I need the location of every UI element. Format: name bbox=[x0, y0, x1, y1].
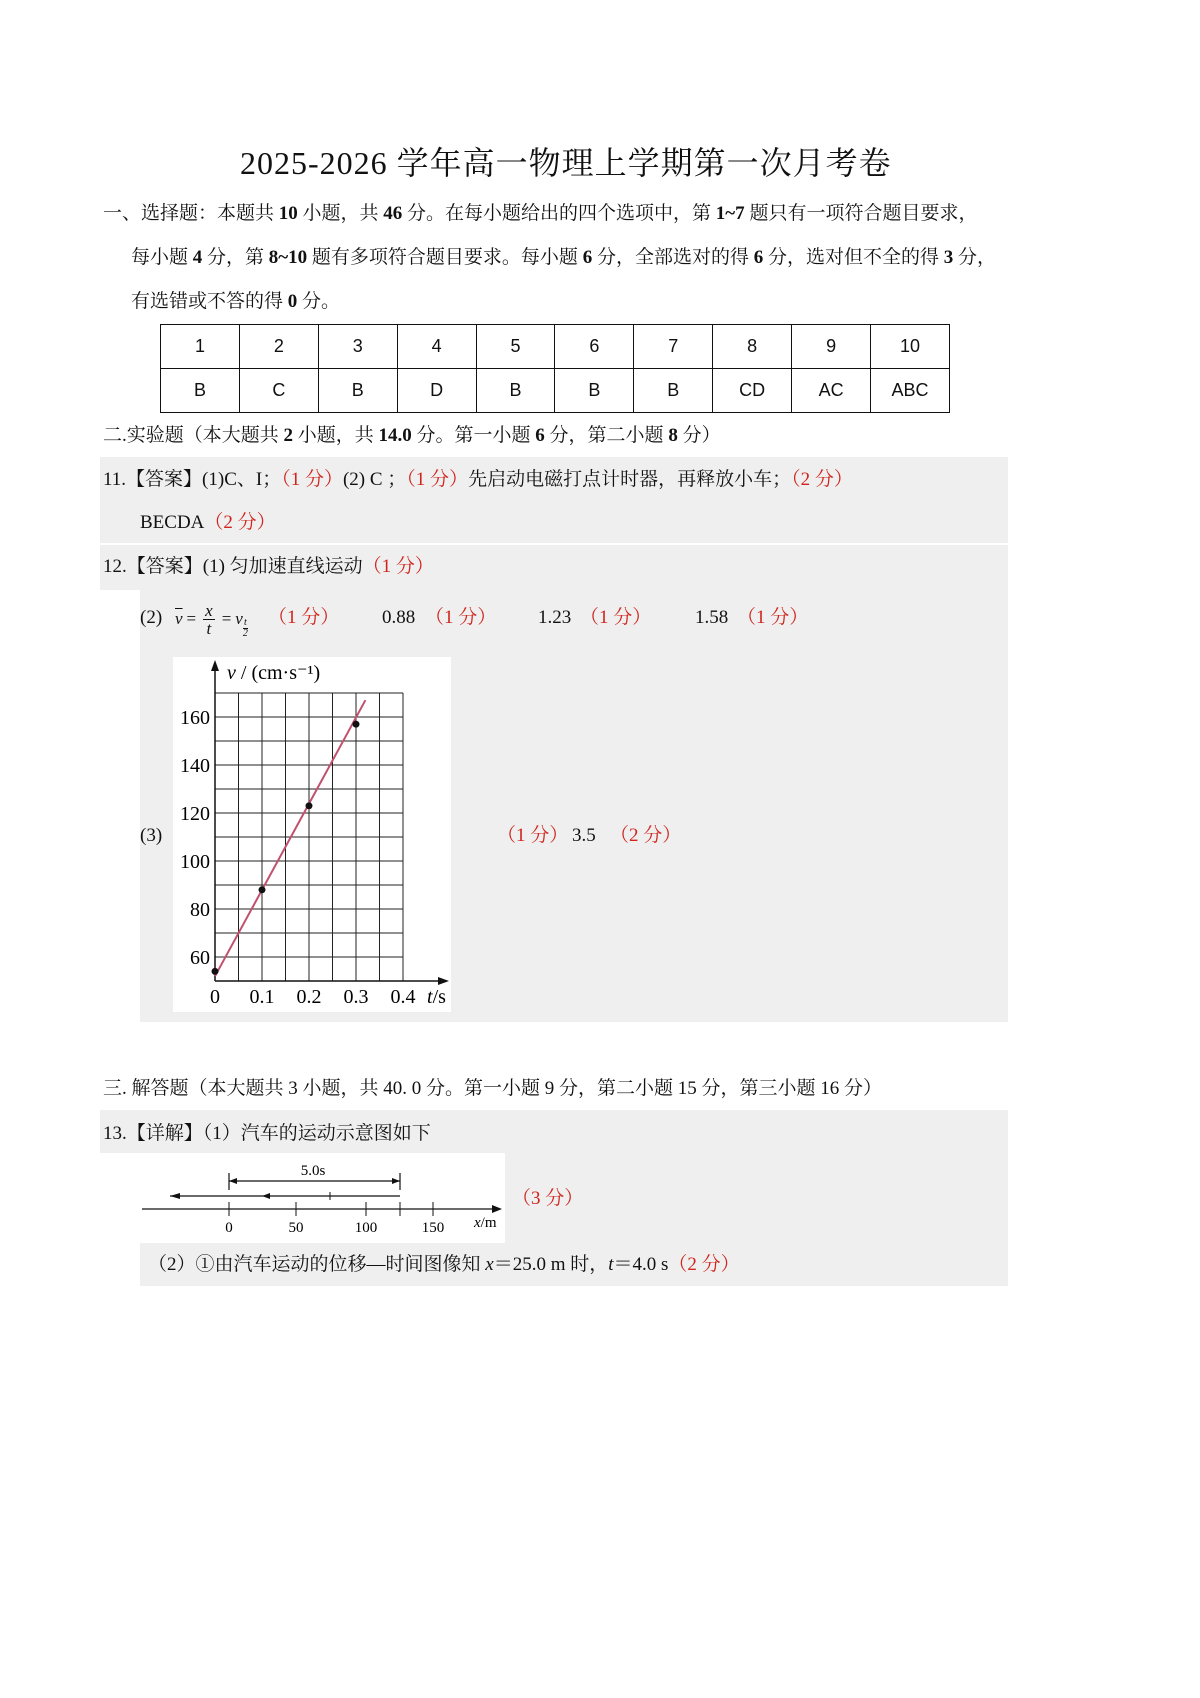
text-run: 0 bbox=[287, 291, 298, 312]
answer-cell: CD bbox=[713, 369, 792, 413]
text-run: (2) C ； bbox=[342, 469, 407, 490]
formula-equals: = bbox=[186, 609, 197, 628]
q12-part3-value: 3.5 bbox=[572, 825, 596, 846]
text-run: 分。 bbox=[297, 291, 341, 312]
x-tick-label: 0.3 bbox=[343, 986, 369, 1008]
text-run: 小题，共 bbox=[297, 203, 384, 224]
velocity-time-chart bbox=[173, 657, 451, 1012]
q12-part3-score-2: （2 分） bbox=[610, 825, 682, 846]
text-run: 13.【详解】（1）汽车的运动示意图如下 bbox=[103, 1123, 431, 1144]
question-number-cell: 10 bbox=[871, 325, 950, 369]
text-run: 小题，共 bbox=[293, 425, 379, 446]
interval-arrow-left bbox=[229, 1178, 237, 1184]
y-tick-label: 80 bbox=[190, 899, 210, 921]
score-text: （1 分） bbox=[281, 469, 343, 490]
text-run: 8~10 bbox=[268, 247, 308, 268]
q12-part2-label: (2) bbox=[140, 607, 163, 628]
motion-arrowhead bbox=[170, 1193, 180, 1199]
q13-answer-line1 bbox=[103, 1122, 431, 1146]
text-run: 先启动电磁打点计时器，再释放小车； bbox=[468, 469, 792, 490]
question-number-cell: 7 bbox=[634, 325, 713, 369]
x-tick-label: 0 bbox=[210, 986, 220, 1008]
text-run: 12.【答案】(1) 匀加速直线运动 bbox=[103, 556, 363, 577]
formula-fraction bbox=[203, 602, 215, 637]
q12-value-2-score: （1 分） bbox=[580, 607, 652, 628]
answer-cell: B bbox=[476, 369, 555, 413]
text-run: 6 bbox=[753, 247, 764, 268]
question-number-cell: 3 bbox=[318, 325, 397, 369]
question-number-cell: 6 bbox=[555, 325, 634, 369]
text-run: 分，第 bbox=[202, 247, 269, 268]
data-point bbox=[212, 968, 219, 975]
answer-table bbox=[160, 324, 950, 413]
text-run: 有选错或不答的得 bbox=[131, 291, 288, 312]
number-line-arrowhead bbox=[492, 1205, 502, 1213]
interval-label: 5.0s bbox=[300, 1163, 326, 1179]
answer-cell: D bbox=[397, 369, 476, 413]
number-line-label: 150 bbox=[421, 1220, 445, 1236]
y-tick-label: 60 bbox=[190, 947, 210, 969]
section2-heading bbox=[103, 424, 721, 448]
answer-cell: B bbox=[161, 369, 240, 413]
question-number-cell: 4 bbox=[397, 325, 476, 369]
data-point bbox=[306, 802, 313, 809]
axis-unit: /m bbox=[480, 1215, 497, 1231]
answer-cell: ABC bbox=[871, 369, 950, 413]
text-run: ＝4.0 s bbox=[613, 1254, 669, 1275]
formula-subscript-numerator: t bbox=[243, 616, 247, 628]
answer-table-answer-row bbox=[161, 369, 950, 413]
answer-cell: C bbox=[239, 369, 318, 413]
average-velocity-formula bbox=[175, 596, 248, 642]
text-run: 每小题 bbox=[131, 247, 193, 268]
y-tick-label: 100 bbox=[180, 851, 210, 873]
data-point bbox=[259, 886, 266, 893]
page-title: 2025-2026 学年高一物理上学期第一次月考卷 bbox=[240, 145, 892, 181]
q12-part2-score: （1 分） bbox=[268, 607, 340, 628]
data-point bbox=[353, 721, 360, 728]
score-text: （1 分） bbox=[406, 469, 469, 490]
text-run: x bbox=[485, 1254, 494, 1275]
text-run: 11.【答案】(1)C、I； bbox=[103, 469, 282, 490]
motion-diagram bbox=[140, 1163, 505, 1240]
text-run: 14.0 bbox=[378, 425, 412, 446]
q12-value-3: 1.58 bbox=[695, 607, 729, 628]
question-number-cell: 2 bbox=[239, 325, 318, 369]
text-run: 三. 解答题（本大题共 3 小题，共 40. 0 分。第一小题 9 分，第二小题 15 分，第三小题 16 分） bbox=[103, 1078, 883, 1099]
answer-cell: B bbox=[634, 369, 713, 413]
x-tick-label: 0.2 bbox=[296, 986, 322, 1008]
text-run: 4 bbox=[192, 247, 203, 268]
question-number-cell: 9 bbox=[792, 325, 871, 369]
text-run: 一、选择题：本题共 bbox=[103, 203, 279, 224]
question-number-cell: 5 bbox=[476, 325, 555, 369]
motion-arrowhead-mid bbox=[262, 1193, 270, 1199]
x-axis-arrowhead bbox=[438, 977, 449, 985]
q12-value-3-score: （1 分） bbox=[737, 607, 809, 628]
question-number-cell: 8 bbox=[713, 325, 792, 369]
answer-table-number-row bbox=[161, 325, 950, 369]
y-tick-label: 140 bbox=[180, 755, 210, 777]
q12-value-2: 1.23 bbox=[538, 607, 572, 628]
q12-value-1-score: （1 分） bbox=[425, 607, 497, 628]
y-axis-label: v / (cm·s⁻¹) bbox=[227, 662, 321, 684]
section1-instructions-line1 bbox=[103, 202, 977, 226]
text-run: 3 bbox=[943, 247, 954, 268]
text-run: t bbox=[608, 1254, 614, 1275]
text-run: 分， bbox=[953, 247, 996, 268]
score-text: （2 分） bbox=[668, 1254, 740, 1275]
answer-cell: AC bbox=[792, 369, 871, 413]
interval-arrow-right bbox=[392, 1178, 400, 1184]
text-run: 二.实验题（本大题共 bbox=[103, 425, 284, 446]
text-run: 分，全部选对的得 bbox=[592, 247, 754, 268]
y-axis-arrowhead bbox=[211, 660, 219, 671]
text-run: 分，选对但不全的得 bbox=[763, 247, 944, 268]
formula-equals: = bbox=[221, 609, 232, 628]
formula-v-bar: $\overline{v}$ bbox=[175, 609, 183, 628]
q12-answer-line1 bbox=[103, 555, 434, 579]
text-run: 1~7 bbox=[715, 203, 745, 224]
text-run: 分。在每小题给出的四个选项中，第 bbox=[402, 203, 716, 224]
q11-answer-line2 bbox=[140, 511, 276, 535]
text-run: 6 bbox=[535, 425, 545, 446]
section1-instructions-line3 bbox=[131, 290, 340, 314]
answer-cell: B bbox=[318, 369, 397, 413]
text-run: 分） bbox=[677, 425, 721, 446]
number-line-axis-label bbox=[473, 1215, 497, 1231]
answer-cell: B bbox=[555, 369, 634, 413]
y-tick-label: 160 bbox=[180, 707, 210, 729]
text-run: 题只有一项符合题目要求， bbox=[744, 203, 978, 224]
x-tick-label: 0.1 bbox=[249, 986, 275, 1008]
text-run: 题有多项符合题目要求。每小题 bbox=[307, 247, 583, 268]
text-run: 10 bbox=[278, 203, 298, 224]
formula-numerator: x bbox=[205, 600, 213, 620]
q12-part3-label: (3) bbox=[140, 825, 163, 846]
score-text: （2 分） bbox=[791, 469, 853, 490]
q13-answer-line2 bbox=[148, 1253, 740, 1277]
text-run: 8 bbox=[668, 425, 678, 446]
q11-answer-line1 bbox=[103, 468, 853, 492]
q12-part3-score-1: （1 分） bbox=[497, 825, 569, 846]
formula-v: v bbox=[235, 609, 243, 628]
formula-subscript bbox=[243, 618, 248, 639]
axis-symbol: x bbox=[474, 1215, 481, 1231]
number-line-label: 100 bbox=[354, 1220, 378, 1236]
x-axis-label: t/s bbox=[427, 986, 446, 1008]
text-run: BECDA bbox=[140, 512, 205, 533]
score-text: （1 分） bbox=[362, 556, 434, 577]
y-tick-label: 120 bbox=[180, 803, 210, 825]
text-run: 46 bbox=[383, 203, 403, 224]
formula-denominator: t bbox=[206, 618, 212, 638]
text-run: 分。第一小题 bbox=[411, 425, 536, 446]
text-run: 6 bbox=[582, 247, 593, 268]
text-run: ＝25.0 m 时， bbox=[493, 1254, 609, 1275]
number-line-label: 0 bbox=[225, 1220, 233, 1236]
section1-instructions-line2 bbox=[131, 246, 996, 270]
formula-subscript-denominator: 2 bbox=[242, 627, 248, 639]
section3-heading bbox=[103, 1077, 882, 1101]
q13-diagram-score: （3 分） bbox=[512, 1188, 584, 1209]
text-run: （2）①由汽车运动的位移—时间图像知 bbox=[148, 1254, 486, 1275]
score-text: （2 分） bbox=[204, 512, 276, 533]
text-run: 2 bbox=[283, 425, 294, 446]
question-number-cell: 1 bbox=[161, 325, 240, 369]
text-run: 分，第二小题 bbox=[544, 425, 669, 446]
fit-line bbox=[215, 700, 365, 976]
number-line-label: 50 bbox=[288, 1220, 304, 1236]
x-tick-label: 0.4 bbox=[390, 986, 416, 1008]
q12-value-1: 0.88 bbox=[382, 607, 416, 628]
